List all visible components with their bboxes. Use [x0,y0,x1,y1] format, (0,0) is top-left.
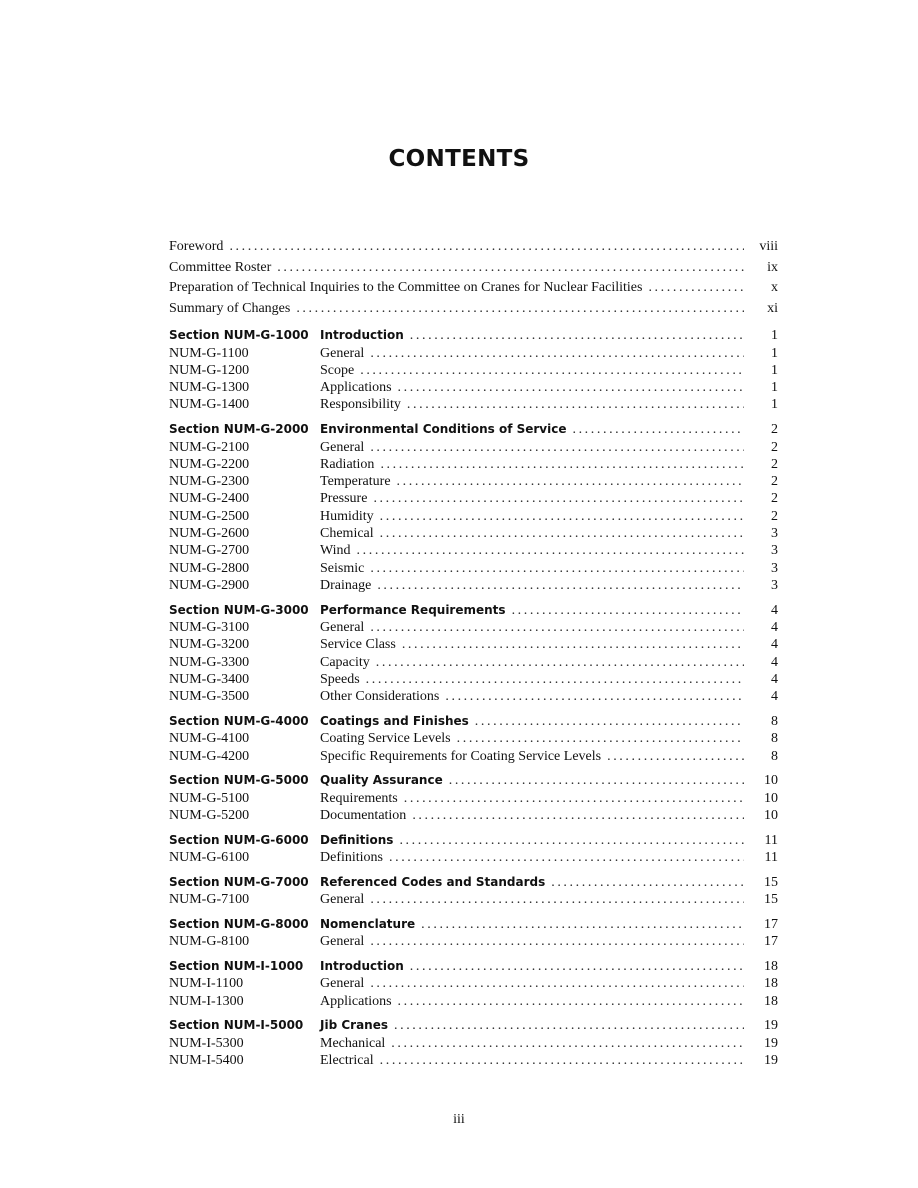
section-list [169,327,778,1069]
subsection-entry [169,525,778,542]
section-title: Jib Cranes [320,1018,388,1033]
subsection-number: NUM-G-5100 [169,790,250,806]
section-title: Performance Requirements [320,602,506,617]
subsection-page: 2 [771,491,778,507]
subsection-page: 18 [764,976,778,992]
section-group [169,832,778,867]
subsection-title: General [320,439,365,455]
section-heading [169,1017,778,1034]
subsection-title: Requirements [320,790,398,806]
subsection-title: Responsibility [320,397,401,413]
subsection-number: NUM-G-4200 [169,748,250,764]
dot-leader [370,619,744,636]
toc-entry [169,237,778,258]
dot-leader [391,1035,744,1052]
subsection-title: Mechanical [320,1035,386,1051]
subsection-number: NUM-G-1200 [169,362,250,378]
subsection-page: 15 [764,892,778,908]
subsection-page: 10 [764,790,778,806]
section-group [169,602,778,706]
dot-leader [360,362,744,379]
subsection-title: Chemical [320,526,374,542]
dot-leader [399,832,744,849]
section-heading [169,958,778,975]
section-number: Section NUM-G-1000 [169,328,309,343]
section-group [169,772,778,824]
section-number: Section NUM-G-4000 [169,713,309,728]
dot-leader [277,258,744,279]
subsection-title: General [320,345,365,361]
section-group [169,1017,778,1069]
subsection-number: NUM-I-5300 [169,1035,244,1051]
subsection-title: Radiation [320,456,375,472]
subsection-page: 1 [771,345,778,361]
subsection-title: Humidity [320,508,374,524]
section-heading [169,327,778,344]
subsection-title: Applications [320,993,392,1009]
subsection-page: 4 [771,671,778,687]
section-title: Introduction [320,328,404,343]
subsection-title: Capacity [320,654,370,670]
dot-leader [370,975,744,992]
dot-leader [407,396,744,413]
section-title: Introduction [320,959,404,974]
subsection-number: NUM-G-2800 [169,560,250,576]
subsection-entry [169,577,778,594]
dot-leader [648,278,744,299]
section-number: Section NUM-G-8000 [169,916,309,931]
subsection-entry [169,993,778,1010]
subsection-entry [169,560,778,577]
subsection-number: NUM-G-3200 [169,637,250,653]
subsection-number: NUM-G-8100 [169,934,250,950]
section-group [169,874,778,909]
subsection-number: NUM-G-2900 [169,577,250,593]
section-heading [169,772,778,789]
subsection-title: General [320,934,365,950]
subsection-number: NUM-G-1400 [169,397,250,413]
dot-leader [398,379,744,396]
subsection-page: 3 [771,577,778,593]
subsection-page: 8 [771,731,778,747]
subsection-entry [169,790,778,807]
dot-leader [357,542,744,559]
subsection-title: General [320,892,365,908]
subsection-entry [169,379,778,396]
subsection-page: 4 [771,654,778,670]
table-of-contents [169,237,778,1069]
subsection-entry [169,730,778,747]
section-title: Nomenclature [320,916,416,931]
subsection-number: NUM-G-2700 [169,543,250,559]
dot-leader [475,713,744,730]
subsection-page: 18 [764,993,778,1009]
dot-leader [296,299,744,320]
subsection-number: NUM-G-2300 [169,474,250,490]
subsection-page: 4 [771,620,778,635]
subsection-number: NUM-G-2200 [169,456,250,472]
subsection-title: Pressure [320,491,368,507]
section-number: Section NUM-I-1000 [169,959,304,974]
dot-leader [380,456,744,473]
dot-leader [410,327,744,344]
subsection-page: 3 [771,543,778,559]
entry-title: Summary of Changes [169,301,291,317]
subsection-page: 19 [764,1053,778,1069]
subsection-title: Speeds [320,671,360,687]
toc-entry [169,258,778,279]
dot-leader [572,421,744,438]
dot-leader [397,473,744,490]
section-heading [169,713,778,730]
subsection-number: NUM-G-3400 [169,671,250,687]
subsection-page: 19 [764,1035,778,1051]
section-heading [169,602,778,619]
dot-leader [551,874,744,891]
entry-title: Foreword [169,239,224,254]
subsection-entry [169,1035,778,1052]
section-number: Section NUM-G-5000 [169,773,309,788]
subsection-entry [169,933,778,950]
subsection-number: NUM-G-2100 [169,439,250,455]
subsection-entry [169,654,778,671]
section-number: Section NUM-G-7000 [169,874,309,889]
section-heading [169,421,778,438]
subsection-entry [169,636,778,653]
dot-leader [380,525,744,542]
subsection-page: 1 [771,362,778,378]
subsection-title: Scope [320,362,355,378]
subsection-number: NUM-I-1300 [169,993,244,1009]
subsection-entry [169,891,778,908]
subsection-page: 17 [764,934,778,950]
dot-leader [380,508,744,525]
section-page: 15 [764,874,778,890]
section-page: 2 [771,422,778,438]
dot-leader [398,993,744,1010]
subsection-entry [169,1052,778,1069]
toc-entry [169,278,778,299]
subsection-number: NUM-G-2400 [169,491,250,507]
subsection-title: Documentation [320,807,407,823]
section-number: Section NUM-G-3000 [169,602,309,617]
section-page: 18 [764,959,778,975]
dot-leader [449,772,744,789]
dot-leader [404,790,744,807]
subsection-entry [169,619,778,636]
subsection-entry [169,671,778,688]
dot-leader [402,636,744,653]
subsection-entry [169,439,778,456]
entry-page: x [771,280,778,296]
toc-entry [169,299,778,320]
subsection-page: 4 [771,689,778,705]
dot-leader [370,345,744,362]
section-title: Referenced Codes and Standards [320,874,546,889]
dot-leader [370,560,744,577]
dot-leader [412,807,744,824]
section-heading [169,832,778,849]
subsection-number: NUM-G-7100 [169,892,250,908]
subsection-entry [169,542,778,559]
section-page: 17 [764,916,778,932]
dot-leader [421,916,744,933]
subsection-page: 1 [771,397,778,413]
section-page: 19 [764,1018,778,1034]
dot-leader [457,730,744,747]
subsection-entry [169,748,778,765]
subsection-entry [169,688,778,705]
subsection-page: 4 [771,637,778,653]
subsection-number: NUM-G-2600 [169,526,250,542]
dot-leader [512,602,744,619]
section-group [169,916,778,951]
dot-leader [373,490,744,507]
dot-leader [377,577,744,594]
page-number: iii [453,1112,465,1127]
entry-page: ix [767,259,778,275]
section-heading [169,874,778,891]
subsection-title: Service Class [320,637,396,653]
section-page: 1 [771,328,778,344]
section-title: Definitions [320,832,394,847]
subsection-number: NUM-G-1300 [169,380,250,396]
subsection-title: Seismic [320,560,365,576]
section-page: 8 [771,713,778,729]
subsection-number: NUM-G-3300 [169,654,250,670]
subsection-page: 3 [771,560,778,576]
dot-leader [410,958,744,975]
subsection-number: NUM-I-5400 [169,1053,244,1069]
dot-leader [607,748,744,765]
dot-leader [370,891,744,908]
subsection-title: Definitions [320,850,383,866]
subsection-number: NUM-G-1100 [169,345,249,361]
section-number: Section NUM-G-6000 [169,832,309,847]
subsection-page: 2 [771,439,778,455]
page-title: CONTENTS [388,146,530,172]
subsection-page: 2 [771,508,778,524]
subsection-title: Specific Requirements for Coating Service Levels [320,748,602,764]
dot-leader [366,671,744,688]
subsection-page: 2 [771,474,778,490]
subsection-title: Drainage [320,577,372,593]
subsection-title: General [320,620,365,635]
section-page: 10 [764,773,778,789]
dot-leader [229,237,744,258]
dot-leader [376,654,744,671]
subsection-entry [169,807,778,824]
section-page: 11 [764,832,778,848]
section-page: 4 [771,602,778,618]
section-group [169,958,778,1010]
subsection-number: NUM-G-6100 [169,850,250,866]
dot-leader [389,849,744,866]
entry-title: Committee Roster [169,259,272,275]
subsection-number: NUM-G-5200 [169,807,250,823]
section-number: Section NUM-G-2000 [169,422,309,437]
subsection-page: 2 [771,456,778,472]
subsection-entry [169,362,778,379]
subsection-page: 1 [771,380,778,396]
front-matter-list [169,237,778,320]
section-title: Coatings and Finishes [320,713,469,728]
subsection-title: Coating Service Levels [320,731,451,747]
section-group [169,713,778,765]
section-title: Environmental Conditions of Service [320,422,567,437]
subsection-number: NUM-G-3100 [169,620,250,635]
subsection-number: NUM-G-4100 [169,731,250,747]
subsection-title: Wind [320,543,351,559]
subsection-number: NUM-G-2500 [169,508,250,524]
section-title: Quality Assurance [320,773,443,788]
dot-leader [370,439,744,456]
subsection-page: 11 [764,850,778,866]
dot-leader [380,1052,744,1069]
subsection-page: 8 [771,748,778,764]
subsection-title: Other Considerations [320,689,440,705]
subsection-entry [169,473,778,490]
subsection-entry [169,849,778,866]
entry-title: Preparation of Technical Inquiries to the Committee on Cranes for Nuclear Facilities [169,280,643,296]
subsection-entry [169,345,778,362]
dot-leader [445,688,744,705]
entry-page: viii [759,239,778,254]
subsection-page: 3 [771,526,778,542]
entry-page: xi [767,301,778,317]
subsection-page: 10 [764,807,778,823]
subsection-entry [169,490,778,507]
subsection-entry [169,396,778,413]
dot-leader [394,1017,744,1034]
subsection-number: NUM-G-3500 [169,689,250,705]
subsection-title: Electrical [320,1053,374,1069]
subsection-entry [169,508,778,525]
subsection-entry [169,975,778,992]
section-group [169,327,778,413]
subsection-title: Applications [320,380,392,396]
dot-leader [370,933,744,950]
subsection-title: Temperature [320,474,391,490]
subsection-title: General [320,976,365,992]
subsection-entry [169,456,778,473]
section-heading [169,916,778,933]
subsection-number: NUM-I-1100 [169,976,244,992]
section-group [169,421,778,594]
section-number: Section NUM-I-5000 [169,1018,304,1033]
